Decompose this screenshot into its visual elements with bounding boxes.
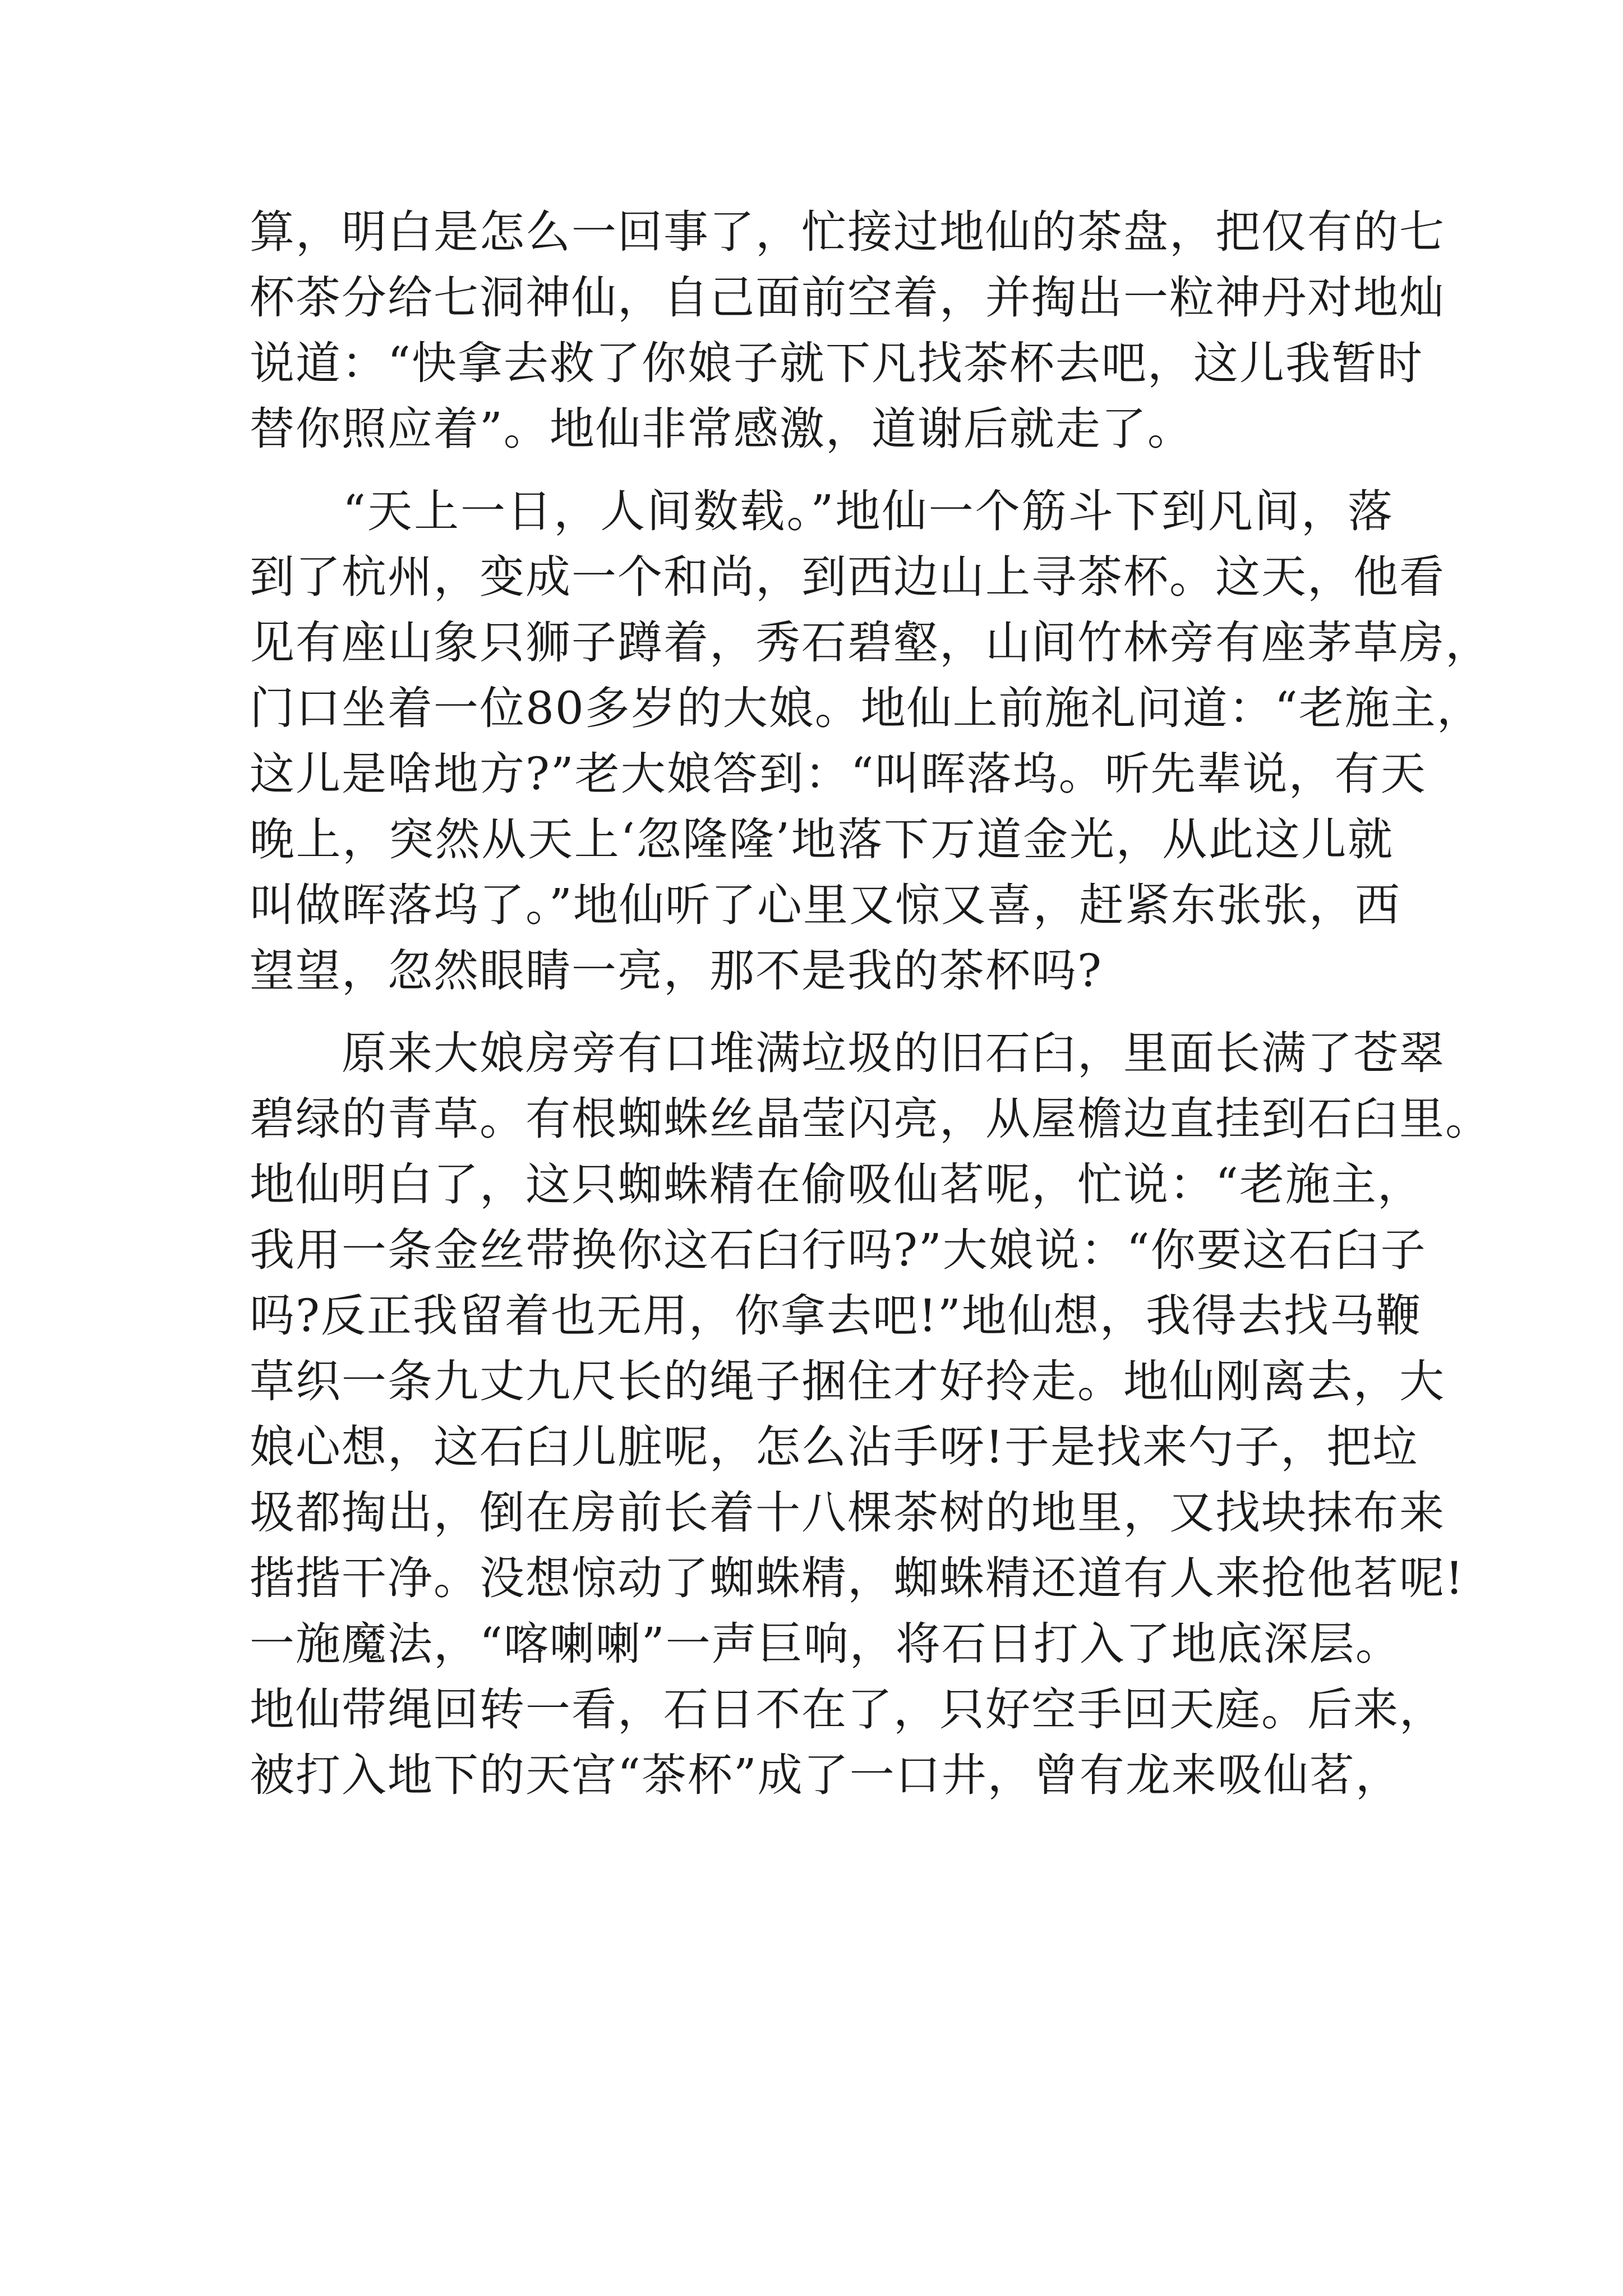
- text-line: 圾都掏出，倒在房前长着十八棵茶树的地里，又找块抹布来: [250, 1487, 1445, 1539]
- text-line: 望望，忽然眼睛一亮，那不是我的茶杯吗?: [250, 945, 1103, 997]
- text-line: 被打入地下的天宫“茶杯”成了一口井，曾有龙来吸仙茗，: [250, 1749, 1401, 1801]
- paragraph-gap: [250, 1004, 1394, 1020]
- text-line: 娘心想，这石臼儿脏呢，怎么沾手呀!于是找来勺子，把垃: [250, 1421, 1419, 1473]
- text-line: 到了杭州，变成一个和尚，到西边山上寻茶杯。这天，他看: [250, 551, 1445, 603]
- text-line: 地仙明白了，这只蜘蛛精在偷吸仙茗呢，忙说：“老施主，: [250, 1158, 1423, 1211]
- text-line: 算，明白是怎么一回事了，忙接过地仙的茶盘，把仅有的七: [250, 206, 1445, 258]
- text-line: 碧绿的青草。有根蜘蛛丝晶莹闪亮，从屋檐边直挂到石臼里。: [250, 1093, 1491, 1145]
- story-text: [250, 199, 1491, 1808]
- text-line: 见有座山象只狮子蹲着，秀石碧壑，山间竹林旁有座茅草房，: [250, 616, 1491, 669]
- text-line: 草织一条九丈九尺长的绳子捆住才好拎走。地仙刚离去，大: [250, 1355, 1445, 1407]
- text-line: 揩揩干净。没想惊动了蜘蛛精，蜘蛛精还道有人来抢他茗呢!: [250, 1552, 1465, 1604]
- text-line: 原来大娘房旁有口堆满垃圾的旧石臼，里面长满了苍翠: [250, 1027, 1445, 1079]
- text-line: 门口坐着一位80多岁的大娘。地仙上前施礼问道：“老施主，: [250, 682, 1483, 734]
- paragraph-gap: [250, 462, 1394, 478]
- text-line: 地仙带绳回转一看，石日不在了，只好空手回天庭。后来，: [250, 1683, 1445, 1736]
- text-line: “天上一日，人间数载。”地仙一个筋斗下到凡间，落: [250, 485, 1394, 537]
- text-line: 替你照应着”。地仙非常感激，道谢后就走了。: [250, 403, 1193, 455]
- text-line: 晚上，突然从天上‘忽隆隆’地落下万道金光，从此这儿就: [250, 813, 1394, 866]
- paragraph: [250, 478, 1491, 1004]
- text-line: 这儿是啥地方?”老大娘答到：“叫晖落坞。听先辈说，有天: [250, 748, 1427, 800]
- paragraph: [250, 199, 1445, 462]
- text-line: 杯茶分给七洞神仙，自己面前空着，并掏出一粒神丹对地灿: [250, 272, 1445, 324]
- text-line: 吗?反正我留着也无用，你拿去吧!”地仙想，我得去找马鞭: [250, 1290, 1422, 1342]
- text-line: 说道：“快拿去救了你娘子就下凡找茶杯去吧，这儿我暂时: [250, 337, 1423, 389]
- text-line: 叫做晖落坞了。”地仙听了心里又惊又喜，赶紧东张张，西: [250, 879, 1401, 931]
- text-line: 一施魔法，“喀喇喇”一声巨响，将石日打入了地底深层。: [250, 1618, 1401, 1670]
- text-line: 我用一条金丝带换你这石臼行吗?”大娘说：“你要这石臼子: [250, 1224, 1427, 1276]
- paragraph: [250, 1020, 1491, 1808]
